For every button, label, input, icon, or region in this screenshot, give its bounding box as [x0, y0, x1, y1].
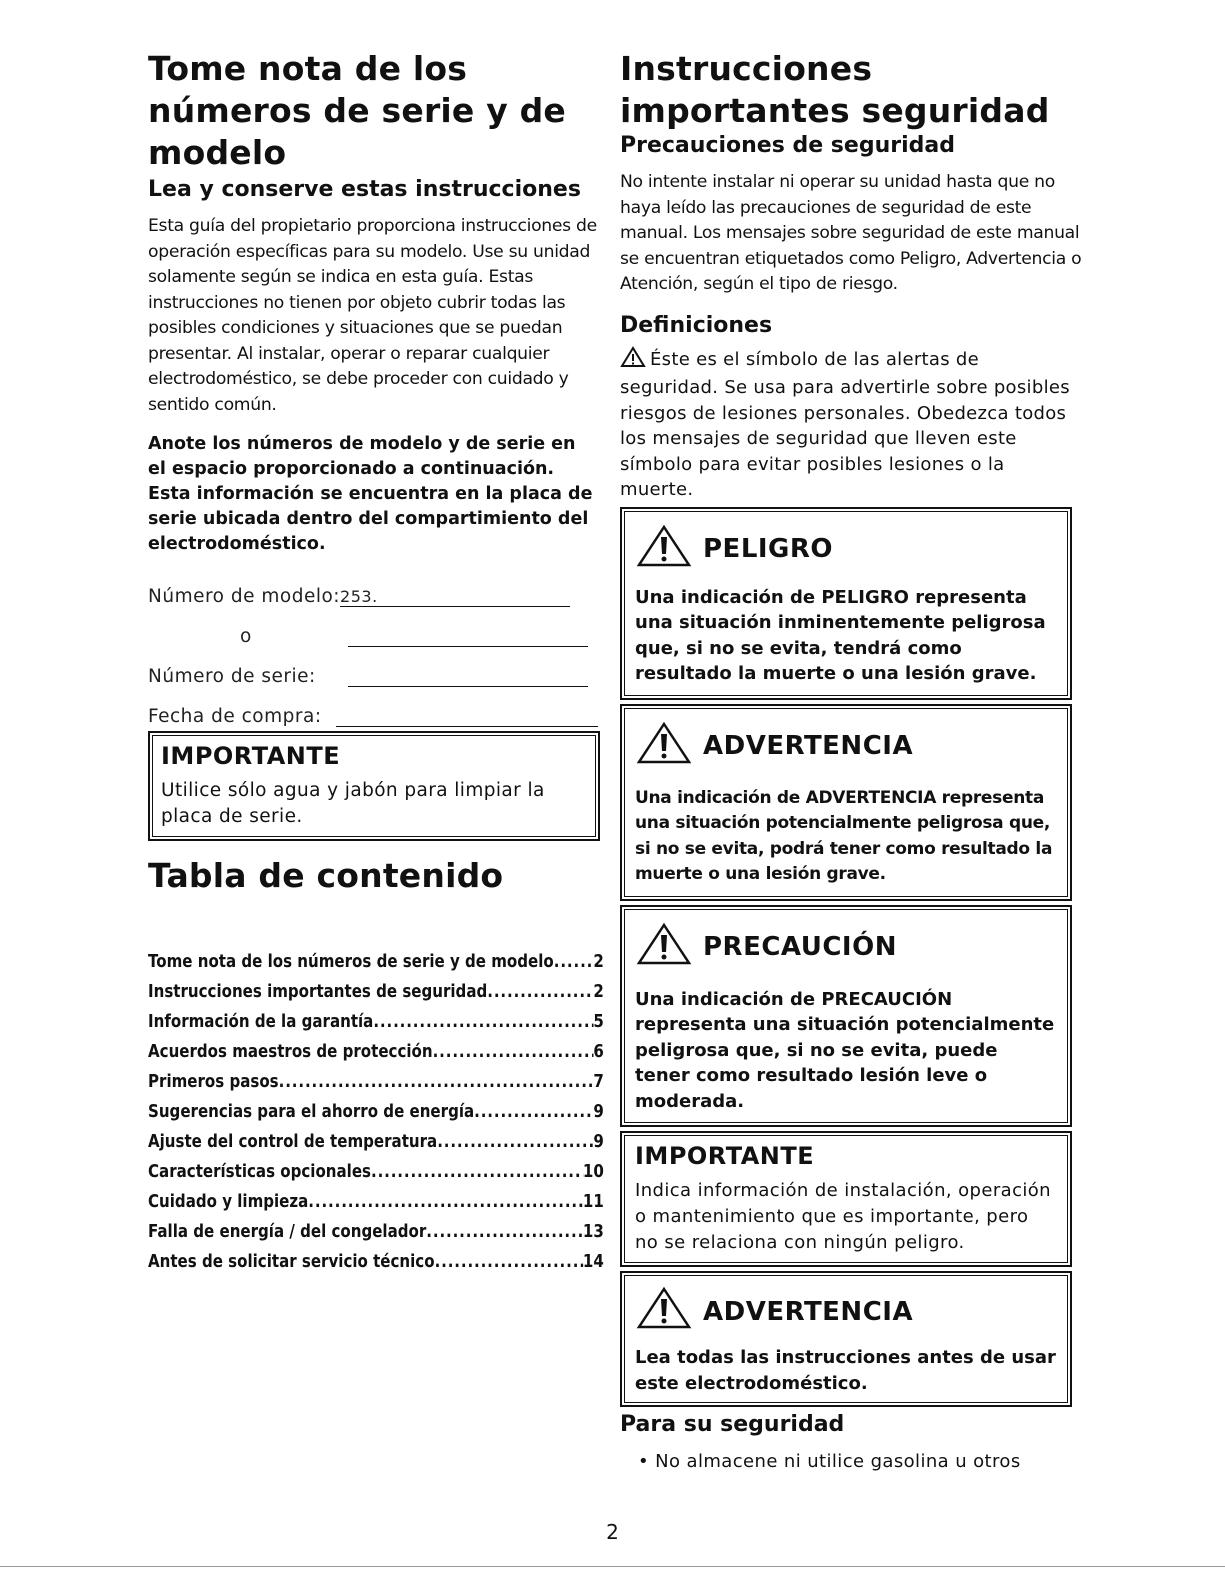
- toc-item[interactable]: [148, 1097, 604, 1127]
- toc-leader-dots: [426, 1217, 583, 1247]
- toc-item-page: 5: [593, 1012, 604, 1032]
- danger-text: Una indicación de PELIGRO representa una situación inminentemente peligrosa que, si no se evita, tendrá como resultado la muerte o una lesión grave.: [635, 586, 1046, 684]
- toc-item-label: Acuerdos maestros de protección: [148, 1042, 433, 1062]
- serial-number-field[interactable]: [348, 664, 588, 687]
- toc-leader-dots: [279, 1067, 594, 1097]
- definitions-text: Éste es el símbolo de las alertas de seguridad. Se usa para advertirle sobre posibles riesgos de lesiones personales. Obedezca todos los mensajes de seguridad que lleven este símbolo para evitar posibles lesiones o la muerte.: [620, 346, 1082, 503]
- warning-text: Una indicación de ADVERTENCIA representa una situación potencialmente peligrosa que, si no se evita, podrá tener como resultado la muerte o una lesión grave.: [635, 787, 1053, 884]
- toc-leader-dots: [437, 1127, 593, 1157]
- toc-leader-dots: [308, 1187, 583, 1217]
- section-title-serial-model: Tome nota de los números de serie y de modelo: [148, 49, 567, 172]
- section-subtitle-keep-instructions: Lea y conserve estas instrucciones: [148, 177, 581, 202]
- toc-item-label: Cuidado y limpieza: [148, 1192, 309, 1212]
- toc-item[interactable]: [148, 1037, 604, 1067]
- toc-item[interactable]: [148, 1007, 604, 1037]
- safety-bullet: • No almacene ni utilice gasolina u otros: [638, 1451, 1021, 1472]
- danger-title: PELIGRO: [703, 534, 834, 564]
- toc-item-page: 2: [593, 952, 604, 972]
- toc-item[interactable]: [148, 1067, 604, 1097]
- warning-header: [635, 721, 1057, 772]
- important-title-right: IMPORTANTE: [635, 1142, 815, 1170]
- toc-leader-dots: [373, 1007, 593, 1037]
- toc-item-label: Antes de solicitar servicio técnico: [148, 1252, 435, 1272]
- danger-header: [635, 524, 1057, 575]
- toc-item-page: 6: [593, 1042, 604, 1062]
- toc-item-page: 10: [582, 1162, 604, 1182]
- toc-item[interactable]: [148, 1187, 604, 1217]
- purchase-date-field[interactable]: [336, 704, 598, 727]
- caution-text: Una indicación de PRECAUCIÓN representa una situación potencialmente peligrosa que, si no se evita, puede tener como resultado lesión leve o moderada.: [635, 988, 1055, 1112]
- important-box-right: [620, 1131, 1072, 1267]
- serial-model-fields: [148, 571, 604, 727]
- toc-title: Tabla de contenido: [148, 856, 504, 895]
- or-row: [148, 611, 604, 647]
- important-title-left: IMPORTANTE: [161, 742, 341, 770]
- read-instructions-warning-title: ADVERTENCIA: [703, 1296, 914, 1327]
- toc-item-page: 9: [593, 1132, 604, 1152]
- or-label: o: [240, 626, 252, 647]
- model-number-row: [148, 571, 604, 607]
- toc-item-label: Ajuste del control de temperatura: [148, 1132, 438, 1152]
- toc-leader-dots: [554, 947, 594, 977]
- serial-number-row: [148, 651, 604, 687]
- important-box-left: [148, 731, 600, 841]
- important-text-right: Indica información de instalación, operación o mantenimiento que es importante, pero no se relaciona con ningún peligro.: [635, 1180, 1051, 1253]
- toc-item[interactable]: [148, 1127, 604, 1157]
- important-text-left: Utilice sólo agua y jabón para limpiar la placa de serie.: [161, 780, 545, 827]
- caution-box: [620, 905, 1072, 1128]
- record-numbers-note: Anote los números de modelo y de serie en el espacio proporcionado a continuación. Esta información se encuentra en la placa de serie ubicada dentro del compartimiento del electrodoméstico.: [148, 434, 593, 554]
- warning-title: ADVERTENCIA: [703, 731, 914, 761]
- toc-item-page: 7: [593, 1072, 604, 1092]
- toc-item-label: Sugerencias para el ahorro de energía: [148, 1102, 475, 1122]
- read-instructions-warning-text: Lea todas las instrucciones antes de usar este electrodoméstico.: [635, 1347, 1056, 1394]
- model-number-field[interactable]: [340, 584, 570, 607]
- purchase-date-label: Fecha de compra:: [148, 706, 322, 727]
- alert-triangle-icon: [635, 721, 693, 772]
- bottom-rule: [0, 1566, 1225, 1567]
- toc-item[interactable]: [148, 1157, 604, 1187]
- page-number: 2: [606, 1520, 619, 1544]
- toc-item[interactable]: [148, 1217, 604, 1247]
- caution-title: PRECAUCIÓN: [703, 932, 897, 962]
- read-instructions-warning-header: [635, 1286, 1057, 1337]
- toc-item-label: Tome nota de los números de serie y de modelo: [148, 952, 554, 972]
- toc-item[interactable]: [148, 977, 604, 1007]
- toc-item-label: Instrucciones importantes de seguridad: [148, 982, 488, 1002]
- toc-item-page: 2: [593, 982, 604, 1002]
- table-of-contents: [148, 947, 604, 1277]
- toc-item-label: Características opcionales: [148, 1162, 371, 1182]
- section-subtitle-precautions: Precauciones de seguridad: [620, 133, 955, 158]
- toc-leader-dots: [487, 977, 593, 1007]
- purchase-date-row: [148, 691, 604, 727]
- right-column: [620, 48, 1082, 1475]
- toc-item-label: Falla de energía / del congelador: [148, 1222, 427, 1242]
- toc-leader-dots: [371, 1157, 583, 1187]
- toc-leader-dots: [435, 1247, 583, 1277]
- toc-leader-dots: [474, 1097, 593, 1127]
- section-title-safety: Instrucciones importantes seguridad: [620, 49, 1050, 130]
- alert-triangle-icon: [635, 922, 693, 973]
- warning-box: [620, 704, 1072, 901]
- toc-item-page: 11: [582, 1192, 604, 1212]
- danger-box: [620, 507, 1072, 700]
- model-number-value: 253.: [340, 587, 378, 606]
- alert-symbol-icon: [620, 346, 646, 376]
- toc-item[interactable]: [148, 947, 604, 977]
- safety-intro-paragraph: No intente instalar ni operar su unidad hasta que no haya leído las precauciones de seguridad de este manual. Los mensajes sobre seguridad de este manual se encuentran etiquetados como Peligro, Advertencia o Atención, según el tipo de riesgo.: [620, 172, 1082, 294]
- left-column: [148, 48, 604, 1277]
- for-your-safety-title: Para su seguridad: [620, 1412, 845, 1437]
- toc-item[interactable]: [148, 1247, 604, 1277]
- toc-item-label: Primeros pasos: [148, 1072, 279, 1092]
- alert-triangle-icon: [635, 524, 693, 575]
- alt-model-field[interactable]: [348, 624, 588, 647]
- read-instructions-warning-box: [620, 1271, 1072, 1407]
- toc-item-page: 14: [582, 1252, 604, 1272]
- toc-item-page: 13: [582, 1222, 604, 1242]
- caution-header: [635, 922, 1057, 973]
- model-number-label: Número de modelo:: [148, 586, 341, 607]
- toc-item-label: Información de la garantía: [148, 1012, 374, 1032]
- toc-leader-dots: [433, 1037, 594, 1067]
- toc-item-page: 9: [593, 1102, 604, 1122]
- intro-paragraph: Esta guía del propietario proporciona instrucciones de operación específicas para su modelo. Use su unidad solamente según se indica en esta guía. Estas instrucciones no tienen por objeto cubrir todas las posibles condiciones y situaciones que se puedan presentar. Al instalar, operar o reparar cualquier electrodoméstico, se debe proceder con cuidado y sentido común.: [148, 216, 597, 415]
- definitions-title: Definiciones: [620, 312, 773, 338]
- alert-triangle-icon: [635, 1286, 693, 1337]
- serial-number-label: Número de serie:: [148, 666, 316, 687]
